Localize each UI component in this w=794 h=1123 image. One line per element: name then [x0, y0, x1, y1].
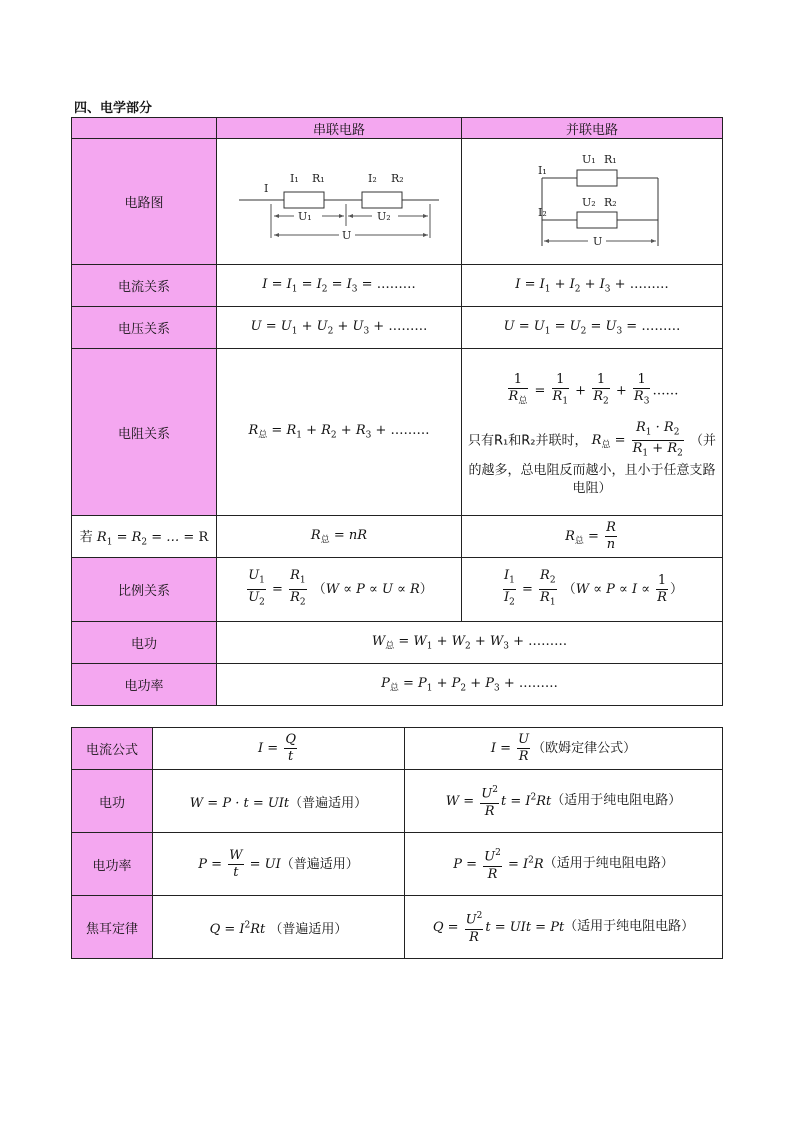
- total-work-formula: $W_总 = W_1 + W_2 + W_3$ + ………: [217, 622, 723, 664]
- current-definition-formula: I = $\frac{Q}{t}$: [153, 728, 405, 770]
- label-U1: U₁: [298, 209, 312, 223]
- table-row: [72, 896, 723, 959]
- label-U2: U₂: [377, 209, 391, 223]
- row-label-ratio: 比例关系: [72, 558, 217, 622]
- table-header-row: [72, 118, 723, 139]
- header-empty-cell: [72, 118, 217, 139]
- label-U1: U₁: [582, 152, 596, 166]
- label-I2: I₂: [368, 171, 377, 185]
- table-row: [72, 622, 723, 664]
- power-general-formula: P = $\frac{W}{t}$ = UI（普遍适用）: [153, 833, 405, 896]
- header-parallel: 并联电路: [462, 118, 723, 139]
- table-row: [72, 349, 723, 516]
- two-resistor-note: 只有R₁和R₂并联时， $R_总$ = $\frac{R_1 \cdot R_2}{R_1 + R_2}$ （并: [468, 419, 716, 459]
- parallel-voltage-formula: $U = U_1 = U_2 = U_3$ = ………: [462, 307, 723, 349]
- parallel-resistance-cell: [462, 349, 723, 516]
- table-row: [72, 265, 723, 307]
- label-I1: I₁: [538, 163, 547, 177]
- table-row: [72, 307, 723, 349]
- joule-resistive-formula: Q = $\frac{U^2}{R}$ t = UIt = Pt（适用于纯电阻电路）: [405, 896, 723, 959]
- parallel-circuit-svg: [522, 148, 662, 252]
- table-row: [72, 728, 723, 770]
- row-label-voltage: 电压关系: [72, 307, 217, 349]
- series-voltage-formula: $U = U_1 + U_2 + U_3$ + ………: [217, 307, 462, 349]
- parallel-resistance-note: 的越多，总电阻反而越小，且小于任意支路电阻）: [468, 462, 716, 496]
- parallel-ratio-formula: $\frac{I_1}{I_2}$ = $\frac{R_2}{R_1}$ （W ∝ P ∝ I ∝ $\frac{1}{R}$ ）: [462, 558, 723, 622]
- work-general-formula: W = P · t = UIt（普遍适用）: [153, 770, 405, 833]
- header-series: 串联电路: [217, 118, 462, 139]
- row-label-power: 电功率: [72, 664, 217, 706]
- section-title: 四、电学部分: [74, 101, 153, 116]
- parallel-equal-formula: $R_总$ = $\frac{R}{n}$: [462, 516, 723, 558]
- row-label-joule-law: 焦耳定律: [72, 896, 153, 959]
- series-resistance-formula: $R_总 = R_1 + R_2 + R_3$ + ………: [217, 349, 462, 516]
- label-I2: I₂: [538, 205, 547, 219]
- parallel-circuit-diagram: [462, 139, 723, 265]
- label-U: U: [593, 234, 603, 248]
- row-label-current-formula: 电流公式: [72, 728, 153, 770]
- label-R1: R₁: [312, 171, 325, 185]
- parallel-current-formula: $I = I_1 + I_2 + I_3$ + ………: [462, 265, 723, 307]
- row-label-work: 电功: [72, 622, 217, 664]
- power-resistive-formula: P = $\frac{U^2}{R}$ = $I^2R$（适用于纯电阻电路）: [405, 833, 723, 896]
- circuit-comparison-table: [71, 117, 723, 706]
- series-equal-formula: $R_总$ = nR: [217, 516, 462, 558]
- label-U: U: [342, 228, 352, 242]
- row-label-equal-resistors: 若 $R_1 = R_2$ = … = R: [72, 516, 217, 558]
- row-label-work-formula: 电功: [72, 770, 153, 833]
- table-row: [72, 770, 723, 833]
- series-current-formula: $I = I_1 = I_2 = I_3$ = ………: [217, 265, 462, 307]
- series-ratio-formula: $\frac{U_1}{U_2}$ = $\frac{R_1}{R_2}$ （W ∝ P ∝ U ∝ R）: [217, 558, 462, 622]
- table-row: [72, 516, 723, 558]
- table-row: [72, 558, 723, 622]
- work-resistive-formula: W = $\frac{U^2}{R}$ $t = I^2Rt$（适用于纯电阻电路）: [405, 770, 723, 833]
- label-U2: U₂: [582, 195, 596, 209]
- label-R2: R₂: [391, 171, 404, 185]
- series-circuit-diagram: [217, 139, 462, 265]
- parallel-resistance-formula: $\frac{1}{R_总}$ = $\frac{1}{R_1}$ + $\frac{1}{R_2}$ + $\frac{1}{R_3}$ ……: [508, 372, 679, 407]
- label-R2: R₂: [604, 195, 617, 209]
- label-I1: I₁: [290, 171, 299, 185]
- table-row: [72, 139, 723, 265]
- label-I: I: [264, 181, 269, 195]
- table-row: [72, 833, 723, 896]
- table-row: [72, 664, 723, 706]
- electric-formula-table: [71, 727, 723, 959]
- label-R1: R₁: [604, 152, 617, 166]
- series-circuit-svg: [234, 154, 444, 246]
- row-label-power-formula: 电功率: [72, 833, 153, 896]
- row-label-diagram: 电路图: [72, 139, 217, 265]
- row-label-resistance: 电阻关系: [72, 349, 217, 516]
- total-power-formula: $P_总 = P_1 + P_2 + P_3$ + ………: [217, 664, 723, 706]
- row-label-current: 电流关系: [72, 265, 217, 307]
- ohms-law-formula: I = $\frac{U}{R}$ （欧姆定律公式）: [405, 728, 723, 770]
- joule-general-formula: $Q = I^2Rt$ （普遍适用）: [153, 896, 405, 959]
